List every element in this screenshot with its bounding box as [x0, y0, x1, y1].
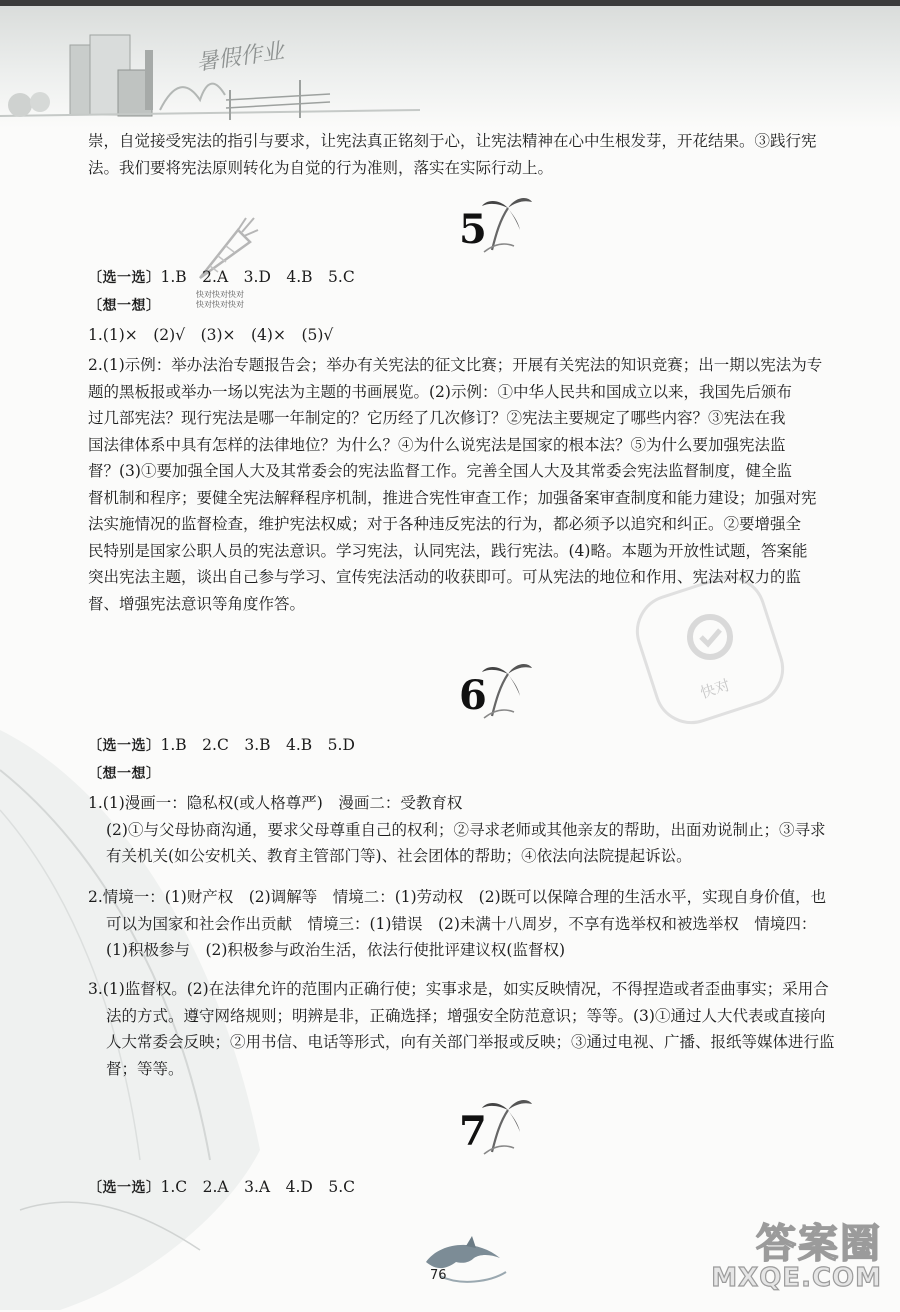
- section6-q1-block: [88, 790, 858, 870]
- section5-think-row: [88, 292, 161, 319]
- stamp-small-text: [196, 290, 244, 310]
- watermark-text: 快对: [698, 675, 733, 703]
- dolphin-icon: [420, 1232, 510, 1292]
- section5-choose-row: [88, 264, 355, 291]
- q2-line: 民特别是国家公职人员的宪法意识。学习宪法，认同宪法，践行宪法。(4)略。本题为开放性试题，答案能: [88, 541, 808, 560]
- q2-line: 法实施情况的监督检查，维护宪法权威；对于各种违反宪法的行为，都必须予以追究和纠正。②要增强全: [88, 515, 802, 533]
- header-top-rule: [0, 0, 900, 6]
- q1-line: 1.(1)漫画一：隐私权(或人格尊严) 漫画二：受教育权: [88, 794, 463, 812]
- choose-answers: 1.B 2.C 3.B 4.B 5.D: [160, 736, 355, 754]
- q2-line: 题的黑板报或举办一场以宪法为主题的书画展览。(2)示例：①中华人民共和国成立以来，我国先后颁布: [88, 382, 792, 401]
- q2-line: 督、增强宪法意识等角度作答。: [88, 594, 306, 613]
- q1-line: (2)①与父母协商沟通，要求父母尊重自己的权利；②寻求老师或其他亲友的帮助，出面劝说制止；③寻求: [106, 820, 826, 839]
- q3-line: 3.(1)监督权。(2)在法律允许的范围内正确行使；实事求是，如实反映情况，不得捏造或者歪曲事实；采用合: [88, 980, 829, 998]
- header-band: [0, 0, 900, 128]
- q2-line: 突出宪法主题，谈出自己参与学习、宣传宪法活动的收获即可。可从宪法的地位和作用、宪法对权力的监: [88, 568, 802, 586]
- section5-q1: 1.(1)× (2)√ (3)× (4)× (5)√: [88, 326, 334, 344]
- choose-label: 〔选一选〕: [88, 738, 161, 754]
- choose-answers: 1.B 2.A 3.D 4.B 5.C: [160, 268, 355, 286]
- palm-tree-icon: [478, 1092, 534, 1158]
- intro-line: 崇，自觉接受宪法的指引与要求，让宪法真正铭刻于心，让宪法精神在心中生根发芽，开花结果。③践行宪: [88, 132, 817, 150]
- q2-line: 可以为国家和社会作出贡献 情境三：(1)错误 (2)未满十八周岁，不享有选举权和被选举权 情境四：: [106, 914, 817, 933]
- intro-line: 法。我们要将宪法原则转化为自觉的行为准则，落实在实际行动上。: [88, 158, 554, 177]
- q2-line: 国法律体系中具有怎样的法律地位？为什么？④为什么说宪法是国家的根本法？⑤为什么要加强宪法监: [88, 435, 786, 454]
- page-number: 76: [430, 1268, 447, 1283]
- q3-line: 督；等等。: [106, 1059, 184, 1078]
- q2-line: 2.(1)示例：举办法治专题报告会；举办有关宪法的征文比赛；开展有关宪法的知识竞赛；出一期以宪法为专: [88, 356, 823, 374]
- stamp-line: 快对快对快对: [196, 290, 244, 299]
- corner-logo: [672, 1212, 882, 1304]
- section6-think-row: [88, 760, 161, 787]
- header-title: 暑假作业: [194, 38, 286, 76]
- choose-answers: 1.C 2.A 3.A 4.D 5.C: [160, 1178, 355, 1196]
- think-label: 〔想一想〕: [88, 766, 161, 782]
- section6-q3-block: [88, 976, 858, 1082]
- logo-line2: MXQE.COM: [711, 1263, 882, 1293]
- section5-q2-block: [88, 352, 858, 617]
- q2-line: 过几部宪法？现行宪法是哪一年制定的？它历经了几次修订？②宪法主要规定了哪些内容？③宪法在我: [88, 409, 786, 427]
- section-number: 6: [459, 672, 487, 719]
- q3-line: 法的方式。遵守网络规则；明辨是非，正确选择；增强安全防范意识；等等。(3)①通过人大代表或直接向: [106, 1006, 826, 1025]
- choose-label: 〔选一选〕: [88, 1180, 161, 1196]
- intro-text-block: [88, 128, 858, 181]
- q1-line: 有关机关(如公安机关、教育主管部门等)、社会团体的帮助；④依法向法院提起诉讼。: [106, 847, 692, 865]
- palm-tree-icon: [478, 656, 534, 722]
- section6-q2-block: [88, 884, 858, 964]
- q2-line: 督？(3)①要加强全国人大及其常委会的宪法监督工作。完善全国人大及其常委会宪法监督制度，健全监: [88, 462, 792, 480]
- section-number: 7: [459, 1108, 487, 1155]
- palm-tree-icon: [478, 190, 534, 256]
- q3-line: 人大常委会反映；②用书信、电话等形式，向有关部门举报或反映；③通过电视、广播、报纸等媒体进行监: [106, 1033, 835, 1051]
- stamp-line: 快对快对快对: [196, 300, 244, 309]
- section6-choose-row: [88, 732, 355, 759]
- logo-line1: 答案圈: [756, 1221, 882, 1267]
- section7-choose-row: [88, 1174, 355, 1201]
- q2-line: 2.情境一：(1)财产权 (2)调解等 情境二：(1)劳动权 (2)既可以保障合理的生活水平，实现自身价值，也: [88, 888, 827, 906]
- q2-line: 督机制和程序；要健全宪法解释程序机制，推进合宪性审查工作；加强备案审查制度和能力建设；加强对宪: [88, 488, 817, 507]
- section-number: 5: [459, 206, 487, 253]
- think-label: 〔想一想〕: [88, 298, 161, 314]
- q2-line: (1)积极参与 (2)积极参与政治生活，依法行使批评建议权(监督权): [106, 941, 566, 959]
- choose-label: 〔选一选〕: [88, 270, 161, 286]
